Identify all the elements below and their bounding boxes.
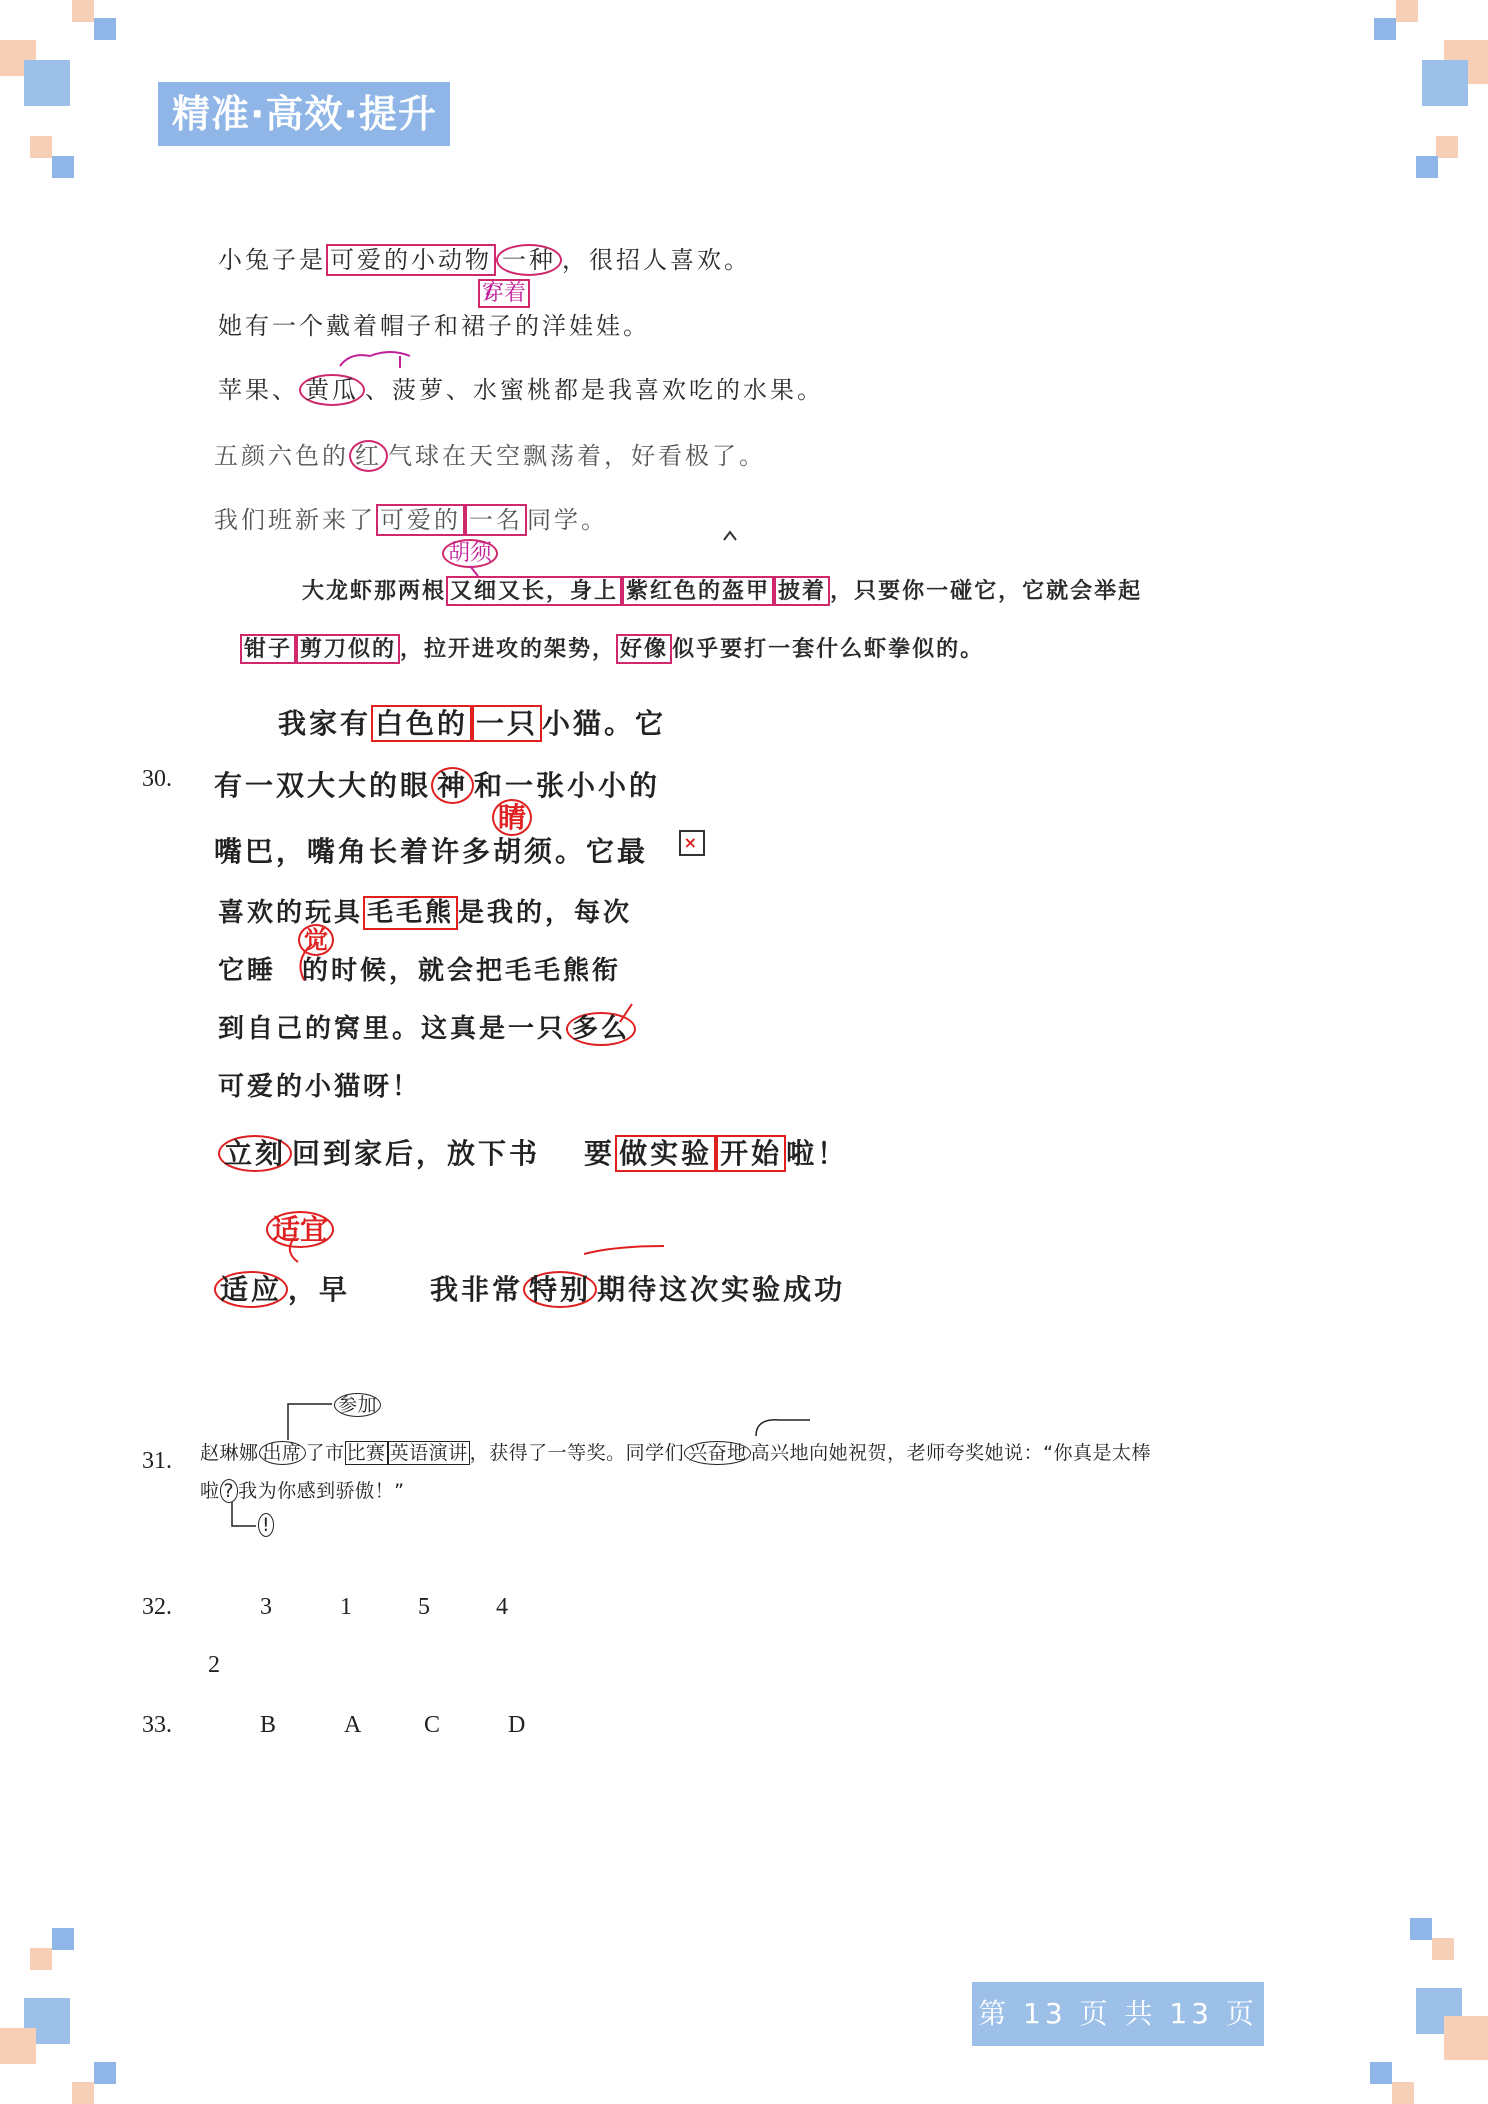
delete-curve xyxy=(584,1246,664,1254)
marked-phrase: 紫红色的盔甲 xyxy=(622,576,774,606)
text: 啦 xyxy=(200,1480,220,1502)
text: ，获得了一等奖。同学们 xyxy=(469,1442,685,1464)
text: 苹果、 xyxy=(218,376,299,404)
text: 的时候，就会把毛毛熊衔 xyxy=(302,956,622,986)
insert-mark: 胡须 xyxy=(442,536,498,567)
text: 喜欢的玩具 xyxy=(218,898,364,928)
marked-phrase: 剪刀似的 xyxy=(296,634,400,664)
insert-curve xyxy=(300,944,312,980)
marked-phrase: 比赛 xyxy=(346,1442,386,1464)
answer-item: D xyxy=(508,1712,526,1738)
text: 了市 xyxy=(305,1442,345,1464)
text: 每次 xyxy=(574,898,633,928)
insert-mark: 睛 xyxy=(492,796,532,836)
text: 小猫。它 xyxy=(542,707,667,740)
marked-phrase: 适应 xyxy=(214,1271,288,1308)
text: 气球在天空飘荡着，好看极了。 xyxy=(388,442,766,470)
text: 同学。 xyxy=(527,506,608,534)
brand-banner: 精准·高效·提升 xyxy=(158,82,450,146)
answer-item: C xyxy=(424,1712,441,1738)
answer-item: 4 xyxy=(496,1594,508,1620)
delete-curve xyxy=(340,352,410,368)
marked-phrase: 披着 xyxy=(774,576,830,606)
text: ，放下书 xyxy=(416,1137,541,1170)
text: 裙子 xyxy=(461,312,515,340)
answer-item: A xyxy=(344,1712,362,1738)
marked-phrase: 白色的 xyxy=(371,705,472,742)
marked-phrase: 多么 xyxy=(566,1012,636,1046)
text: 要 xyxy=(584,1137,616,1170)
text: 嘴巴，嘴角长着许多胡须。它最 xyxy=(214,835,649,868)
question-number: 30. xyxy=(142,766,172,792)
text: 到自己的窝里。这真是一只 xyxy=(218,1014,567,1044)
marked-phrase: 好像 xyxy=(616,634,672,664)
text: 五颜六色的 xyxy=(214,442,349,470)
text: 期待这次实验成功 xyxy=(597,1273,846,1306)
insert-mark: 穿着 xyxy=(478,276,530,307)
text: ，拉开进攻的架势， xyxy=(400,636,617,662)
marked-phrase: 英语演讲 xyxy=(389,1442,468,1464)
question-number: 31. xyxy=(142,1448,172,1474)
text: 有一双大大的眼 xyxy=(214,769,432,802)
insert-mark: 参加 xyxy=(334,1390,381,1417)
text: ，很招人喜欢。 xyxy=(562,246,751,274)
insert-line xyxy=(470,566,478,576)
insert-caret xyxy=(486,284,492,300)
answer-item: 1 xyxy=(340,1594,352,1620)
answer-item: 3 xyxy=(260,1594,272,1620)
insert-mark: 适宜 xyxy=(266,1208,334,1248)
text: 的洋娃娃。 xyxy=(515,312,650,340)
marked-phrase: 可爱的 xyxy=(376,504,465,536)
text: 她有一个戴着帽子和 xyxy=(218,312,461,340)
insert-curve xyxy=(290,1238,298,1262)
marked-phrase: 出席 xyxy=(259,1441,306,1465)
insert-line xyxy=(288,1404,332,1440)
text: 和一张小小的 xyxy=(474,769,661,802)
marked-phrase: 黄瓜 xyxy=(299,374,365,406)
marked-phrase: 开始 xyxy=(716,1135,786,1172)
text: 高兴地向她祝贺，老师夸奖她说：“你真是太棒 xyxy=(750,1442,1151,1464)
text: 我非常 xyxy=(430,1273,524,1306)
text: 我家有 xyxy=(278,707,372,740)
marked-phrase: 一只 xyxy=(472,705,542,742)
marked-char: ? xyxy=(220,1479,239,1503)
answer-item: 2 xyxy=(208,1652,220,1678)
answer-item: 5 xyxy=(418,1594,430,1620)
question-number: 33. xyxy=(142,1712,172,1738)
caret xyxy=(724,532,736,540)
text: 回到家后 xyxy=(292,1137,417,1170)
text: 我们班新来了 xyxy=(214,506,376,534)
text: 似乎要打一套什么虾拳似的。 xyxy=(672,636,985,662)
marked-phrase: 毛毛熊 xyxy=(363,896,458,930)
insert-line xyxy=(620,1004,632,1022)
text: 它睡 xyxy=(218,956,277,986)
question-number: 32. xyxy=(142,1594,172,1620)
delete-curve xyxy=(756,1420,810,1436)
text: 我为你感到骄傲！” xyxy=(238,1480,405,1502)
text: 是我的， xyxy=(458,898,575,928)
marked-phrase: 可爱的小动物 xyxy=(326,244,496,276)
text: 可爱的小猫呀！ xyxy=(218,1072,422,1102)
answer-item: B xyxy=(260,1712,277,1738)
marked-phrase: 特别 xyxy=(523,1271,597,1308)
marked-phrase: 立刻 xyxy=(218,1135,292,1172)
text: 啦！ xyxy=(786,1137,849,1170)
insert-mark: 觉 xyxy=(298,920,334,955)
marked-phrase: 又细又长，身上 xyxy=(446,576,622,606)
text: ，早 xyxy=(288,1273,351,1306)
text: 赵琳娜 xyxy=(200,1442,259,1464)
text: 大龙虾那两根 xyxy=(302,578,447,604)
marked-phrase: 钳子 xyxy=(240,634,296,664)
marked-char: 神 xyxy=(431,767,474,804)
insert-line xyxy=(510,806,516,820)
marked-phrase: 兴奋地 xyxy=(684,1441,751,1465)
insert-mark: ! xyxy=(258,1514,274,1536)
insert-line xyxy=(232,1502,256,1526)
marked-phrase: 一名 xyxy=(465,504,527,536)
text: ，只要你一碰它，它就会举起 xyxy=(830,578,1143,604)
page-indicator: 第 13 页 共 13 页 xyxy=(972,1982,1264,2046)
marked-phrase: 一种 xyxy=(496,244,562,276)
marked-phrase: 红 xyxy=(349,440,388,472)
marked-phrase: 做实验 xyxy=(615,1135,716,1172)
text: 、菠萝、水蜜桃都是我喜欢吃的水果。 xyxy=(365,376,824,404)
text: 小兔子是 xyxy=(218,246,326,274)
mark-box: × xyxy=(679,830,705,856)
